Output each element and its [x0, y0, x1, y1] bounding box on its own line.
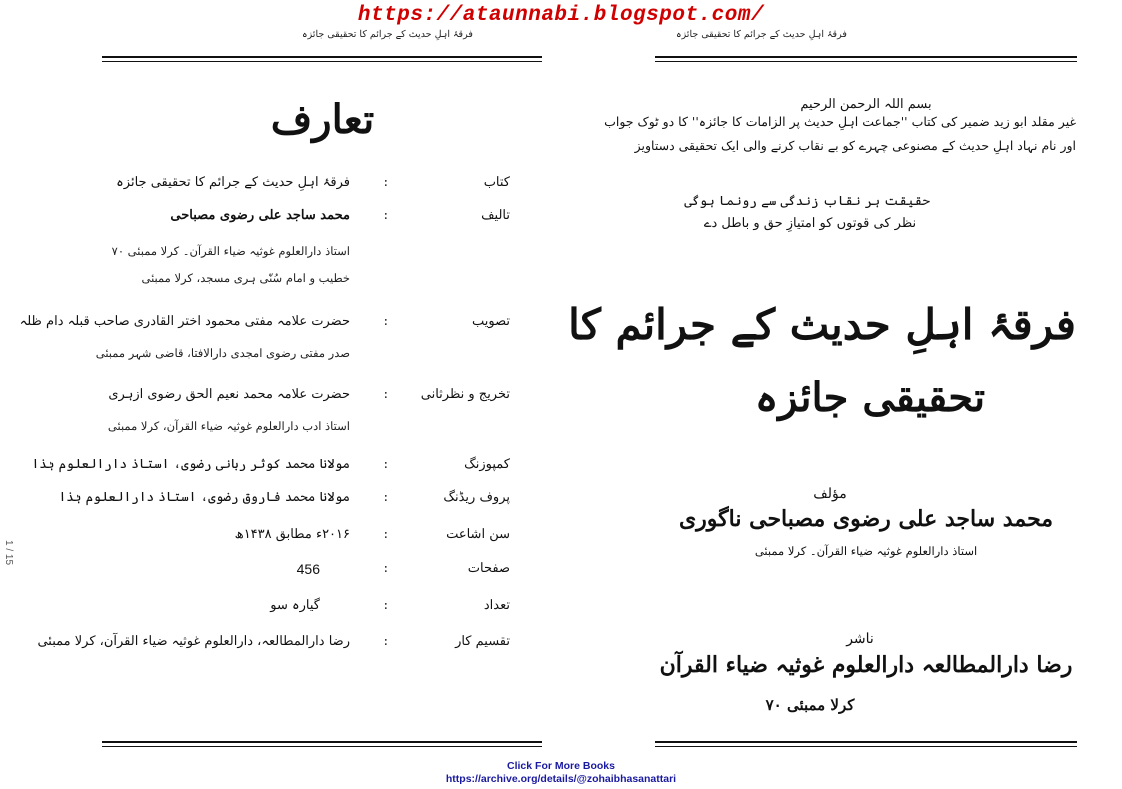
author-label: مؤلف [813, 486, 847, 502]
info-row-proofreading [58, 490, 510, 510]
author-name: محمد ساجد علی رضوی مصباحی ناگوری [678, 506, 1054, 532]
page-title: تعارف [270, 96, 375, 143]
publisher-city: کرلا ممبئی ۷۰ [765, 696, 855, 714]
info-row-composing [31, 457, 510, 477]
row-value: مولانا محمد کوثر ربانی رضوی، استاذ دارالعلوم ہٰذا [31, 457, 350, 472]
author-affiliation: استاذ دارالعلوم غوثیہ ضیاء القرآن۔ کرلا ممبئی [754, 544, 978, 558]
running-head-right: فرقۂ اہلِ حدیث کے جرائم کا تحقیقی جائزہ [676, 29, 847, 40]
row-label: صفحات [467, 561, 510, 576]
verse-line-1: حقیقت ہر نقاب زندگی سے رونما ہوگی [684, 194, 930, 209]
row-label: کمپوزنگ [464, 457, 510, 472]
taswib-subline-1: صدر مفتی رضوی امجدی دارالافتا، قاضی شہر ممبئی [95, 346, 350, 360]
intro-line-1: غیر مقلد ابو زید ضمیر کی کتاب ''جماعت اہلِ حدیث پر الزامات کا جائزہ'' کا دو ٹوک جواب [604, 114, 1076, 129]
row-value: رضا دارالمطالعہ، دارالعلوم غوثیہ ضیاء القرآن، کرلا ممبئی [37, 634, 350, 649]
row-value: حضرت علامہ مفتی محمود اختر القادری صاحب قبلہ دام ظلہ [19, 314, 350, 329]
row-colon: : [383, 314, 388, 329]
row-value: فرقۂ اہلِ حدیث کے جرائم کا تحقیقی جائزہ [116, 175, 350, 190]
row-colon: : [383, 634, 388, 649]
info-row-distributor [37, 634, 510, 654]
book-title-line-1: فرقۂ اہلِ حدیث کے جرائم کا [568, 300, 1076, 349]
intro-line-2: اور نام نہاد اہلِ حدیث کے مصنوعی چہرے کو بے نقاب کرنے والی ایک تحقیقی دستاویز [634, 138, 1076, 153]
more-books-link[interactable]: Click For More Books [507, 760, 615, 772]
row-colon: : [383, 175, 388, 190]
row-label: کتاب [483, 175, 510, 190]
publisher-label: ناشر [846, 631, 874, 647]
row-colon: : [383, 457, 388, 472]
row-label: تصویب [472, 314, 510, 329]
verse-line-2: نظر کی قوتوں کو امتیازِ حق و باطل دے [703, 216, 917, 231]
archive-link[interactable]: https://archive.org/details/@zohaibhasanattari [445, 773, 677, 785]
takhrij-subline-1: استاذ ادب دارالعلوم غوثیہ ضیاء القرآن، کرلا ممبئی [107, 419, 350, 433]
row-label: پروف ریڈنگ [443, 490, 510, 505]
row-value: 456 [296, 561, 320, 577]
left-bottom-rule [102, 741, 542, 743]
row-value: گیارہ سو [270, 598, 320, 613]
blog-url[interactable]: https://ataunnabi.blogspot.com/ [357, 4, 765, 27]
row-value: محمد ساجد علی رضوی مصباحی [170, 208, 350, 223]
row-colon: : [383, 598, 388, 613]
row-colon: : [383, 527, 388, 542]
right-bottom-rule [655, 741, 1077, 743]
row-label: تالیف [481, 208, 510, 223]
page-indicator: 1 / 15 [3, 540, 14, 566]
book-title-line-2: تحقیقی جائزہ [754, 374, 986, 421]
info-row-publication-year [80, 527, 510, 547]
row-value: حضرت علامہ محمد نعیم الحق رضوی ازہری [108, 387, 350, 402]
info-row-talif [80, 208, 510, 228]
info-row-quantity [80, 598, 510, 618]
basmala: بسم اللہ الرحمن الرحیم [800, 97, 932, 112]
row-label: تعداد [483, 598, 510, 613]
publisher-name: رضا دارالمطالعہ دارالعلوم غوثیہ ضیاء القرآن [659, 652, 1073, 678]
talif-subline-1: استاذ دارالعلوم غوثیہ ضیاء القرآن۔ کرلا ممبئی ۷۰ [111, 244, 350, 258]
row-label: سن اشاعت [446, 527, 510, 542]
right-top-rule [655, 56, 1077, 58]
row-colon: : [383, 208, 388, 223]
info-row-pages [80, 561, 510, 581]
right-top-rule-thin [655, 61, 1077, 62]
left-top-rule-thin [102, 61, 542, 62]
info-row-takhrij [80, 387, 510, 407]
row-colon: : [383, 387, 388, 402]
running-head-left: فرقۂ اہلِ حدیث کے جرائم کا تحقیقی جائزہ [302, 29, 473, 40]
left-top-rule [102, 56, 542, 58]
right-bottom-rule-thin [655, 746, 1077, 747]
left-bottom-rule-thin [102, 746, 542, 747]
info-row-taswib [19, 314, 510, 334]
row-colon: : [383, 561, 388, 576]
row-label: تقسیم کار [455, 634, 510, 649]
talif-subline-2: خطیب و امام سُنّی ہری مسجد، کرلا ممبئی [141, 271, 350, 285]
row-colon: : [383, 490, 388, 505]
info-row-kitab [80, 175, 510, 195]
row-label: تخریج و نظرثانی [420, 387, 510, 402]
row-value: ۲۰۱۶ء مطابق ۱۴۳۸ھ [234, 527, 350, 542]
row-value: مولانا محمد فاروق رضوی، استاذ دارالعلوم ہٰذا [58, 490, 350, 505]
